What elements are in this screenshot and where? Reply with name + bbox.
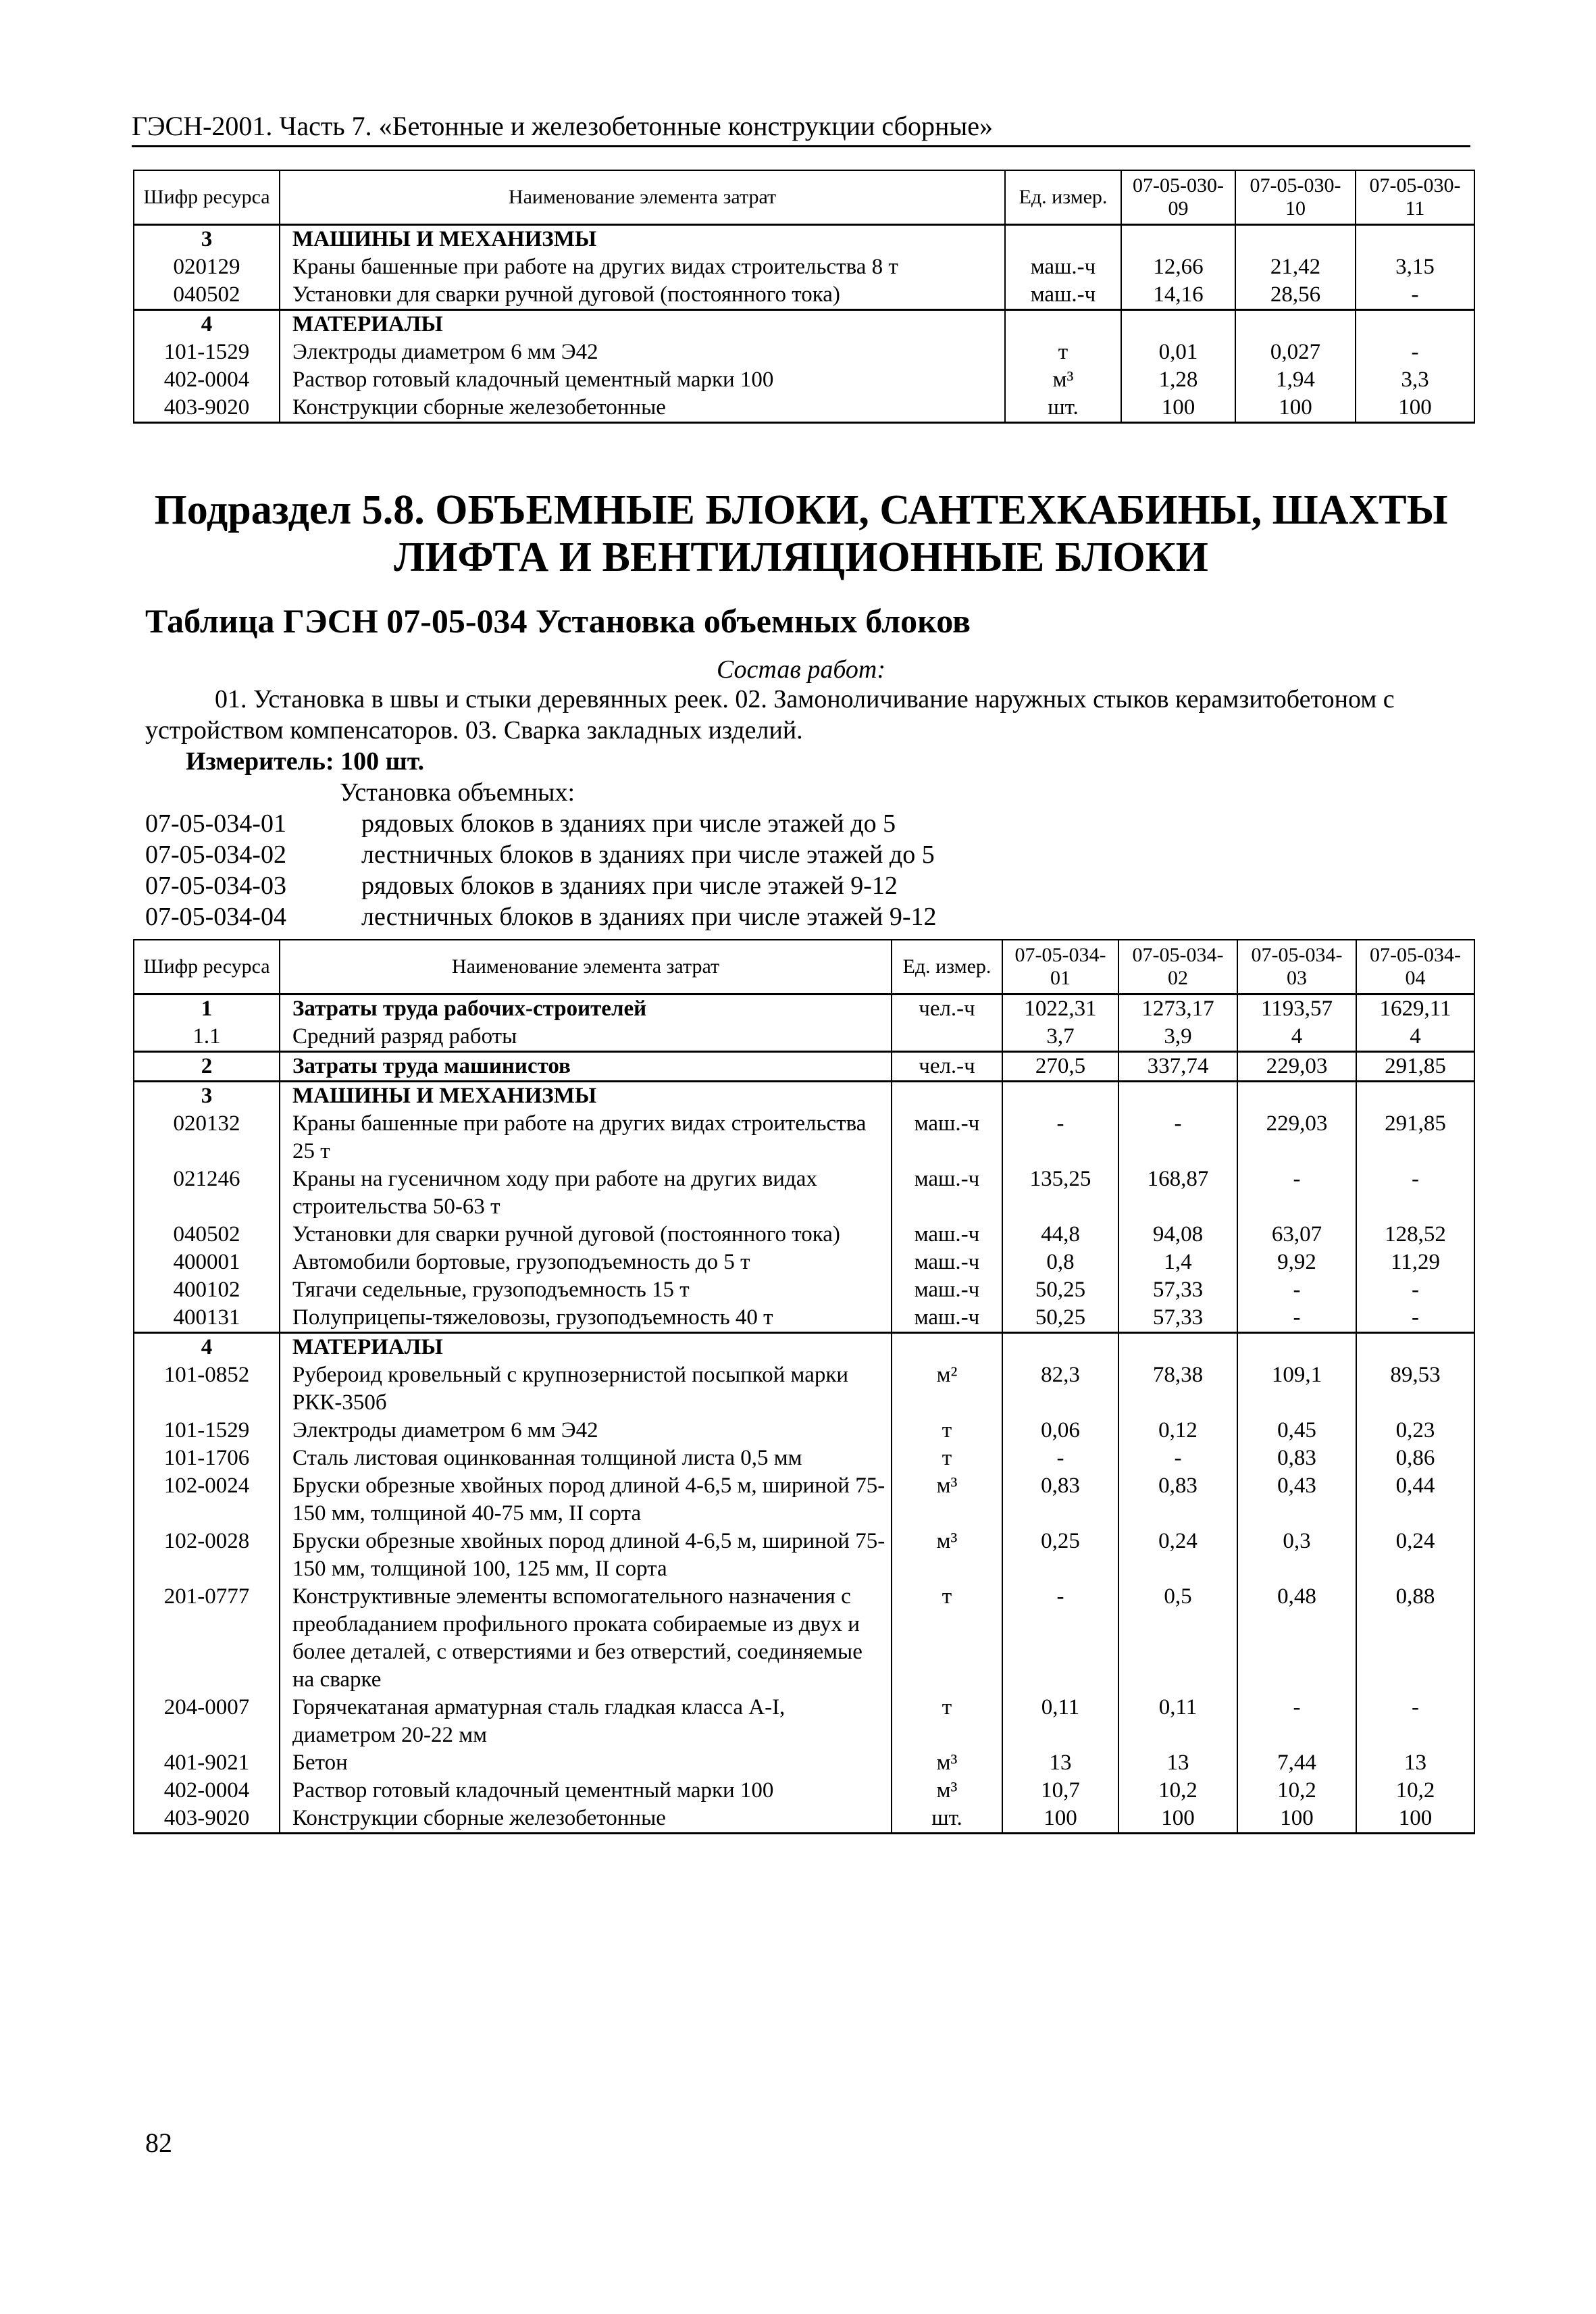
cell-code: 101-1529	[134, 1417, 280, 1444]
position-text: рядовых блоков в зданиях при числе этажей до 5	[361, 809, 896, 838]
cell-code: 040502	[134, 1221, 280, 1249]
cell-value: 0,44	[1356, 1472, 1474, 1528]
cell-unit: м³	[892, 1528, 1002, 1583]
cell-value	[1356, 1332, 1474, 1361]
cell-value	[1356, 224, 1474, 253]
cell-value: 0,12	[1118, 1417, 1237, 1444]
cell-code: 400131	[134, 1304, 280, 1333]
cell-value: -	[1237, 1304, 1356, 1333]
table-body	[134, 224, 1474, 422]
position-code: 07-05-034-04	[145, 903, 286, 931]
table-row	[134, 1528, 1474, 1583]
cell-value: 229,03	[1237, 1051, 1356, 1081]
position-item	[145, 839, 935, 870]
table-header-row	[134, 170, 1474, 224]
cell-value: 0,24	[1118, 1528, 1237, 1583]
cell-unit: т	[892, 1417, 1002, 1444]
column-header-name: Наименование элемента затрат	[280, 170, 1005, 224]
column-header-034-03: 07-05-034-03	[1237, 940, 1356, 994]
cell-code: 040502	[134, 281, 280, 310]
cell-value: 11,29	[1356, 1249, 1474, 1276]
subsection-title-line2: ЛИФТА И ВЕНТИЛЯЦИОННЫЕ БЛОКИ	[394, 534, 1208, 580]
cell-name: МАШИНЫ И МЕХАНИЗМЫ	[280, 224, 1005, 253]
cell-value: -	[1118, 1444, 1237, 1472]
cell-value: -	[1237, 1276, 1356, 1304]
cell-unit: м³	[892, 1749, 1002, 1777]
cell-name: Тягачи седельные, грузоподъемность 15 т	[280, 1276, 892, 1304]
position-code: 07-05-034-03	[145, 872, 286, 900]
cell-value: 57,33	[1118, 1304, 1237, 1333]
cell-value: 168,87	[1118, 1165, 1237, 1221]
cell-name: Бруски обрезные хвойных пород длиной 4-6,5 м, шириной 75-150 мм, толщиной 40-75 мм, II сорта	[280, 1472, 892, 1528]
cell-value: 7,44	[1237, 1749, 1356, 1777]
table-row	[134, 1304, 1474, 1333]
cell-value: 0,83	[1237, 1444, 1356, 1472]
cell-value: 10,2	[1356, 1777, 1474, 1805]
cell-value: -	[1356, 1304, 1474, 1333]
cell-value: 0,48	[1237, 1583, 1356, 1694]
cell-value: 0,06	[1002, 1417, 1118, 1444]
resource-table-030	[133, 170, 1475, 424]
cell-value: 57,33	[1118, 1276, 1237, 1304]
cell-code: 020132	[134, 1110, 280, 1165]
table-row	[134, 281, 1474, 310]
cell-name: Электроды диаметром 6 мм Э42	[280, 338, 1005, 366]
subsection-title-line1: Подраздел 5.8. ОБЪЕМНЫЕ БЛОКИ, САНТЕХКАБИНЫ, ШАХТЫ	[154, 487, 1448, 533]
cell-code: 101-0852	[134, 1361, 280, 1417]
cell-value: 100	[1356, 1805, 1474, 1834]
cell-unit	[892, 1081, 1002, 1110]
cell-value: -	[1356, 1165, 1474, 1221]
cell-value: 0,88	[1356, 1583, 1474, 1694]
cell-value: 0,83	[1118, 1472, 1237, 1528]
cell-unit: чел.-ч	[892, 1051, 1002, 1081]
cell-value: 100	[1235, 394, 1356, 423]
cell-value: 0,43	[1237, 1472, 1356, 1528]
table-row	[134, 1249, 1474, 1276]
position-code: 07-05-034-02	[145, 840, 286, 869]
cell-value: 1022,31	[1002, 994, 1118, 1023]
cell-value: 100	[1002, 1805, 1118, 1834]
cell-name: Затраты труда рабочих-строителей	[280, 994, 892, 1023]
cell-value: 44,8	[1002, 1221, 1118, 1249]
cell-unit: маш.-ч	[892, 1165, 1002, 1221]
cell-name: Конструктивные элементы вспомогательного назначения с преобладанием профильного проката собираемые из двух и более деталей, с отверстиями и без отверстий, соединяемые на сварке	[280, 1583, 892, 1694]
cell-value: 1,28	[1121, 366, 1235, 394]
cell-value: 0,45	[1237, 1417, 1356, 1444]
column-header-unit: Ед. измер.	[892, 940, 1002, 994]
cell-value: 21,42	[1235, 253, 1356, 281]
column-header-030-11: 07-05-030-11	[1356, 170, 1474, 224]
cell-name: Бетон	[280, 1749, 892, 1777]
cell-value	[1237, 1332, 1356, 1361]
cell-code: 401-9021	[134, 1749, 280, 1777]
cell-value: 3,15	[1356, 253, 1474, 281]
cell-unit: чел.-ч	[892, 994, 1002, 1023]
cell-value: 10,2	[1118, 1777, 1237, 1805]
cell-value: 82,3	[1002, 1361, 1118, 1417]
table-row	[134, 1023, 1474, 1052]
cell-name: МАТЕРИАЛЫ	[280, 1332, 892, 1361]
table-row	[134, 1777, 1474, 1805]
cell-code: 101-1706	[134, 1444, 280, 1472]
cell-value: 291,85	[1356, 1051, 1474, 1081]
cell-value: 13	[1356, 1749, 1474, 1777]
cell-code: 102-0028	[134, 1528, 280, 1583]
table-row	[134, 1276, 1474, 1304]
cell-value: 4	[1237, 1023, 1356, 1052]
cell-unit: маш.-ч	[1005, 253, 1121, 281]
cell-unit: шт.	[892, 1805, 1002, 1834]
cell-value: 78,38	[1118, 1361, 1237, 1417]
cell-name: Рубероид кровельный с крупнозернистой посыпкой марки РКК-350б	[280, 1361, 892, 1417]
cell-value: -	[1356, 1276, 1474, 1304]
position-item	[145, 870, 898, 901]
cell-code: 403-9020	[134, 1805, 280, 1834]
cell-name: Автомобили бортовые, грузоподъемность до 5 т	[280, 1249, 892, 1276]
table-row	[134, 1332, 1474, 1361]
resource-table-034	[133, 939, 1475, 1834]
cell-unit: маш.-ч	[892, 1249, 1002, 1276]
cell-value: -	[1002, 1583, 1118, 1694]
table-row	[134, 1805, 1474, 1834]
position-item	[145, 808, 896, 839]
cell-value: 337,74	[1118, 1051, 1237, 1081]
position-item	[145, 901, 937, 932]
table-row	[134, 1583, 1474, 1694]
cell-value: 89,53	[1356, 1361, 1474, 1417]
cell-unit	[892, 1023, 1002, 1052]
installation-label: Установка объемных:	[340, 778, 575, 807]
table-row	[134, 1749, 1474, 1777]
cell-code: 402-0004	[134, 1777, 280, 1805]
cell-name: Затраты труда машинистов	[280, 1051, 892, 1081]
cell-code: 204-0007	[134, 1694, 280, 1749]
table-row	[134, 1444, 1474, 1472]
cell-value: 4	[1356, 1023, 1474, 1052]
cell-name: Электроды диаметром 6 мм Э42	[280, 1417, 892, 1444]
cell-code: 1.1	[134, 1023, 280, 1052]
table-row	[134, 1221, 1474, 1249]
cell-code: 102-0024	[134, 1472, 280, 1528]
cell-unit: м³	[892, 1472, 1002, 1528]
cell-value: 0,23	[1356, 1417, 1474, 1444]
cell-value: 13	[1118, 1749, 1237, 1777]
cell-unit: т	[892, 1694, 1002, 1749]
cell-name: Раствор готовый кладочный цементный марки 100	[280, 1777, 892, 1805]
cell-value: -	[1002, 1110, 1118, 1165]
table-row	[134, 1694, 1474, 1749]
cell-code: 2	[134, 1051, 280, 1081]
cell-value: 3,3	[1356, 366, 1474, 394]
table-row	[134, 1165, 1474, 1221]
table-body	[134, 994, 1474, 1833]
cell-value	[1002, 1332, 1118, 1361]
cell-value: 50,25	[1002, 1276, 1118, 1304]
cell-code: 020129	[134, 253, 280, 281]
table-row	[134, 1417, 1474, 1444]
cell-value: 0,5	[1118, 1583, 1237, 1694]
cell-value: 0,11	[1118, 1694, 1237, 1749]
cell-value	[1121, 224, 1235, 253]
cell-unit	[892, 1332, 1002, 1361]
cell-value: 128,52	[1356, 1221, 1474, 1249]
table-row	[134, 366, 1474, 394]
cell-value: 100	[1118, 1805, 1237, 1834]
cell-value: 28,56	[1235, 281, 1356, 310]
cell-code: 400102	[134, 1276, 280, 1304]
cell-unit: т	[892, 1583, 1002, 1694]
cell-value: 1,4	[1118, 1249, 1237, 1276]
position-text: рядовых блоков в зданиях при числе этажей 9-12	[361, 872, 898, 900]
cell-value	[1235, 224, 1356, 253]
cell-value: 229,03	[1237, 1110, 1356, 1165]
cell-name: Полуприцепы-тяжеловозы, грузоподъемность 40 т	[280, 1304, 892, 1333]
cell-value: 9,92	[1237, 1249, 1356, 1276]
running-header: ГЭСН-2001. Часть 7. «Бетонные и железобетонные конструкции сборные»	[132, 110, 1470, 147]
cell-value: 3,9	[1118, 1023, 1237, 1052]
cell-name: Сталь листовая оцинкованная толщиной листа 0,5 мм	[280, 1444, 892, 1472]
cell-name: Установки для сварки ручной дуговой (постоянного тока)	[280, 281, 1005, 310]
cell-value: 0,25	[1002, 1528, 1118, 1583]
column-header-name: Наименование элемента затрат	[280, 940, 892, 994]
cell-value: 291,85	[1356, 1110, 1474, 1165]
cell-unit: м³	[892, 1777, 1002, 1805]
table-row	[134, 1081, 1474, 1110]
cell-value: -	[1237, 1694, 1356, 1749]
cell-value	[1356, 309, 1474, 338]
cell-code: 201-0777	[134, 1583, 280, 1694]
cell-value: -	[1356, 281, 1474, 310]
cell-name: Раствор готовый кладочный цементный марки 100	[280, 366, 1005, 394]
cell-value: 3,7	[1002, 1023, 1118, 1052]
position-code: 07-05-034-01	[145, 809, 286, 838]
cell-code: 400001	[134, 1249, 280, 1276]
cell-code: 101-1529	[134, 338, 280, 366]
cell-value: 0,11	[1002, 1694, 1118, 1749]
cell-name: МАШИНЫ И МЕХАНИЗМЫ	[280, 1081, 892, 1110]
cell-name: Краны башенные при работе на других видах строительства 8 т	[280, 253, 1005, 281]
cell-value: 1629,11	[1356, 994, 1474, 1023]
cell-value: 10,2	[1237, 1777, 1356, 1805]
column-header-034-04: 07-05-034-04	[1356, 940, 1474, 994]
cell-value: 100	[1237, 1805, 1356, 1834]
table-row	[134, 1110, 1474, 1165]
cell-unit: маш.-ч	[892, 1276, 1002, 1304]
table-row	[134, 1472, 1474, 1528]
table-row	[134, 1051, 1474, 1081]
cell-value	[1118, 1332, 1237, 1361]
cell-value: 1193,57	[1237, 994, 1356, 1023]
cell-value: 0,24	[1356, 1528, 1474, 1583]
cell-value: 100	[1356, 394, 1474, 423]
cell-unit: маш.-ч	[892, 1110, 1002, 1165]
cell-value	[1237, 1081, 1356, 1110]
cell-value	[1118, 1081, 1237, 1110]
cell-value: 0,027	[1235, 338, 1356, 366]
cell-name: Бруски обрезные хвойных пород длиной 4-6,5 м, шириной 75-150 мм, толщиной 100, 125 мм, II сорта	[280, 1528, 892, 1583]
cell-value: 0,86	[1356, 1444, 1474, 1472]
cell-name: Установки для сварки ручной дуговой (постоянного тока)	[280, 1221, 892, 1249]
cell-unit: т	[892, 1444, 1002, 1472]
cell-unit: т	[1005, 338, 1121, 366]
cell-code: 3	[134, 224, 280, 253]
cell-value: 109,1	[1237, 1361, 1356, 1417]
cell-value: 0,8	[1002, 1249, 1118, 1276]
cell-unit	[1005, 309, 1121, 338]
cell-value: -	[1356, 338, 1474, 366]
table-row	[134, 224, 1474, 253]
cell-value: 63,07	[1237, 1221, 1356, 1249]
cell-name: Краны на гусеничном ходу при работе на других видах строительства 50-63 т	[280, 1165, 892, 1221]
cell-unit: м²	[892, 1361, 1002, 1417]
table-row	[134, 253, 1474, 281]
cell-name: МАТЕРИАЛЫ	[280, 309, 1005, 338]
column-header-unit: Ед. измер.	[1005, 170, 1121, 224]
cell-code: 3	[134, 1081, 280, 1110]
cell-code: 021246	[134, 1165, 280, 1221]
column-header-030-10: 07-05-030-10	[1235, 170, 1356, 224]
cell-unit	[1005, 224, 1121, 253]
cell-code: 403-9020	[134, 394, 280, 423]
cell-value: -	[1356, 1694, 1474, 1749]
cell-value: 1273,17	[1118, 994, 1237, 1023]
table-title: Таблица ГЭСН 07-05-034 Установка объемных блоков	[145, 602, 971, 640]
page-number: 82	[145, 2128, 172, 2158]
table-header-row	[134, 940, 1474, 994]
cell-name: Конструкции сборные железобетонные	[280, 1805, 892, 1834]
cell-value: -	[1118, 1110, 1237, 1165]
cell-unit: маш.-ч	[892, 1304, 1002, 1333]
position-text: лестничных блоков в зданиях при числе этажей 9-12	[361, 903, 937, 931]
cell-value: 0,01	[1121, 338, 1235, 366]
cell-code: 4	[134, 309, 280, 338]
column-header-code: Шифр ресурса	[134, 940, 280, 994]
table-row	[134, 994, 1474, 1023]
cell-name: Горячекатаная арматурная сталь гладкая класса А-I, диаметром 20-22 мм	[280, 1694, 892, 1749]
cell-unit: шт.	[1005, 394, 1121, 423]
cell-value	[1121, 309, 1235, 338]
cell-value: 10,7	[1002, 1777, 1118, 1805]
position-text: лестничных блоков в зданиях при числе этажей до 5	[361, 840, 935, 869]
cell-value: 135,25	[1002, 1165, 1118, 1221]
cell-value: 94,08	[1118, 1221, 1237, 1249]
cell-value: 0,3	[1237, 1528, 1356, 1583]
cell-code: 4	[134, 1332, 280, 1361]
cell-value	[1235, 309, 1356, 338]
cell-value: 270,5	[1002, 1051, 1118, 1081]
table-row	[134, 1361, 1474, 1417]
cell-value: 100	[1121, 394, 1235, 423]
table-row	[134, 394, 1474, 423]
work-composition-text: 01. Установка в швы и стыки деревянных реек. 02. Замоноличивание наружных стыков керамзитобетоном с устройством компенсаторов. 03. Сварка закладных изделий.	[145, 685, 1395, 745]
table-row	[134, 309, 1474, 338]
cell-unit: маш.-ч	[1005, 281, 1121, 310]
cell-value	[1002, 1081, 1118, 1110]
cell-unit: м³	[1005, 366, 1121, 394]
cell-code: 402-0004	[134, 366, 280, 394]
cell-value: -	[1002, 1444, 1118, 1472]
cell-value: 13	[1002, 1749, 1118, 1777]
cell-code: 1	[134, 994, 280, 1023]
cell-name: Средний разряд работы	[280, 1023, 892, 1052]
cell-name: Конструкции сборные железобетонные	[280, 394, 1005, 423]
cell-value: 0,83	[1002, 1472, 1118, 1528]
cell-value: 50,25	[1002, 1304, 1118, 1333]
measure-unit: Измеритель: 100 шт.	[186, 747, 425, 776]
column-header-034-02: 07-05-034-02	[1118, 940, 1237, 994]
cell-value: 14,16	[1121, 281, 1235, 310]
column-header-030-09: 07-05-030-09	[1121, 170, 1235, 224]
column-header-034-01: 07-05-034-01	[1002, 940, 1118, 994]
cell-name: Краны башенные при работе на других видах строительства 25 т	[280, 1110, 892, 1165]
table-row	[134, 338, 1474, 366]
cell-value: -	[1237, 1165, 1356, 1221]
cell-unit: маш.-ч	[892, 1221, 1002, 1249]
work-composition-label: Состав работ:	[716, 655, 886, 684]
cell-value: 12,66	[1121, 253, 1235, 281]
column-header-code: Шифр ресурса	[134, 170, 280, 224]
cell-value: 1,94	[1235, 366, 1356, 394]
cell-value	[1356, 1081, 1474, 1110]
